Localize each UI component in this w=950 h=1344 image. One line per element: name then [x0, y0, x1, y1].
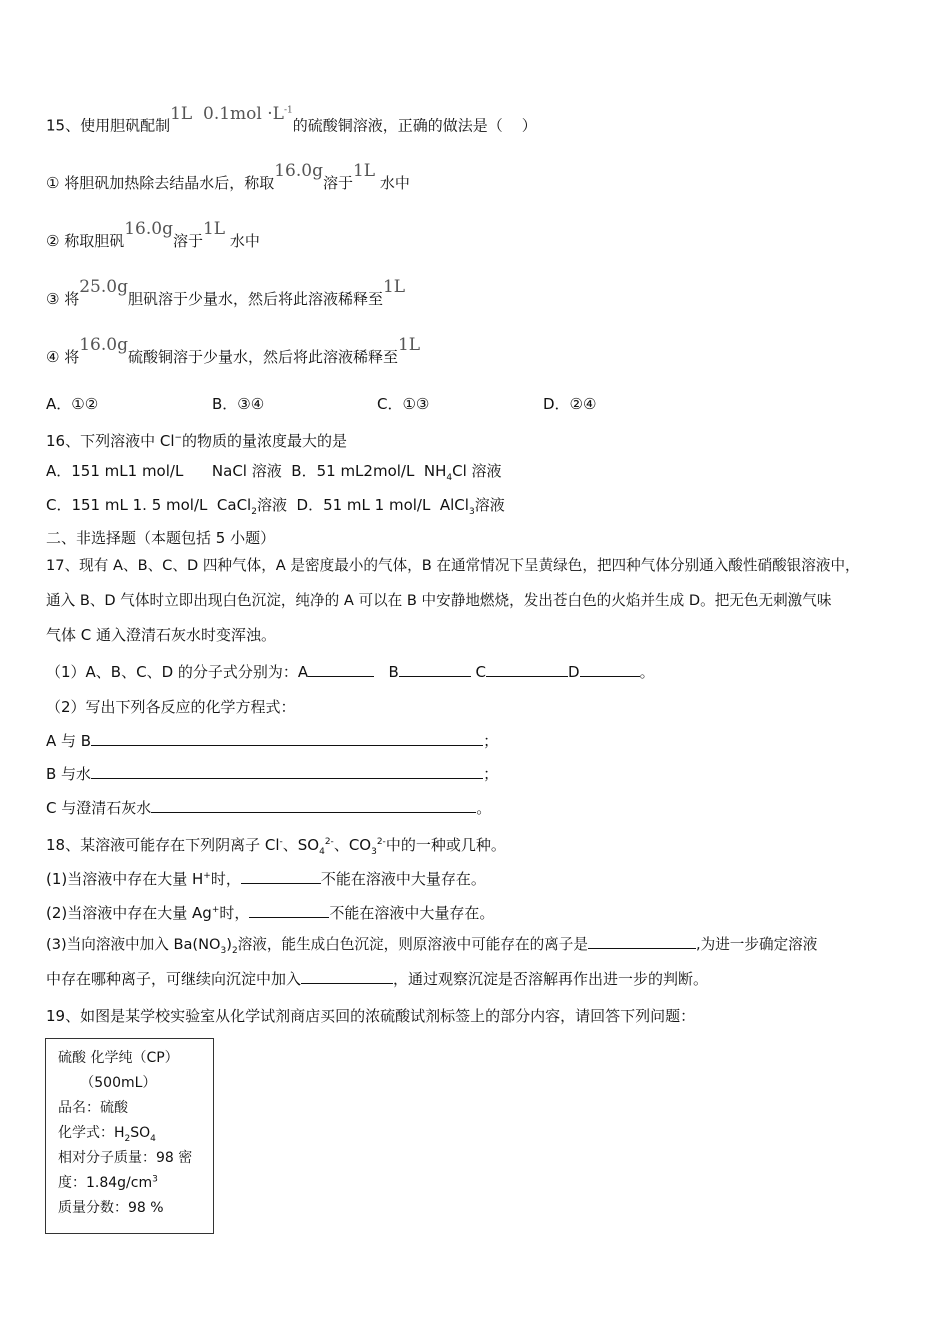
q17-eq-1: A 与 B ； — [46, 732, 499, 750]
reagent-label — [45, 1038, 214, 1234]
q15-text: 15、使用胆矾配制 — [46, 116, 171, 135]
label-line: 相对分子质量：98 密 — [58, 1150, 193, 1166]
q15-text-end: 的硫酸铜溶液，正确的做法是（ ） — [292, 116, 537, 135]
q18-part-3: (3)当向溶液中加入 $Ba(NO_3)_2$溶液，能生成白色沉淀，则原溶液中可能存在的离子是 ,为进一步确定溶液 — [46, 936, 818, 956]
label-line: 质量分数：98 % — [58, 1200, 164, 1216]
q15-formula: 1L $0.1mol \cdot L^{-1}$ — [170, 103, 293, 124]
q17-line-1: 17、现有 A、B、C、D 四种气体，A 是密度最小的气体，B 在通常情况下呈黄绿色，把四种气体分别通入酸性硝酸银溶液中， — [46, 557, 860, 574]
section-heading: 二、非选择题（本题包括 5 小题） — [46, 529, 276, 547]
q18-part-2: (2)当溶液中存在大量 Ag+时， 不能在溶液中大量存在。 — [46, 904, 495, 922]
choice-a: A．①② — [46, 395, 99, 413]
q17-line-2: 通入 B、D 气体时立即出现白色沉淀，纯净的 A 可以在 B 中安静地燃烧，发出苍白色的火焰并生成 D。把无色无刺激气味 — [46, 592, 832, 609]
q18-part-3-cont: 中存在哪种离子，可继续向沉淀中加入 ，通过观察沉淀是否溶解再作出进一步的判断。 — [46, 970, 709, 988]
q15-option-3: ③ 将25.0g胆矾溶于少量水，然后将此溶液稀释至1L — [46, 277, 406, 308]
label-line: 品名：硫酸 — [58, 1100, 128, 1116]
q17-eq-3: C 与澄清石灰水 。 — [46, 799, 492, 817]
question-15-stem — [46, 103, 537, 136]
choice-c: C．①③ — [377, 395, 430, 413]
q18-part-1: (1)当溶液中存在大量 H+时， 不能在溶液中大量存在。 — [46, 870, 486, 888]
label-line: （500mL） — [58, 1075, 157, 1091]
q15-option-4: ④ 将16.0g硫酸铜溶于少量水，然后将此溶液稀释至1L — [46, 335, 421, 366]
q16-options-cd: C．151 mL 1. 5 mol/L CaCl$_2$溶液 D．51 mL 1 mol/L AlCl$_3$溶液 — [46, 496, 505, 517]
q17-line-3: 气体 C 通入澄清石灰水时变浑浊。 — [46, 626, 277, 644]
q16-options-ab: A．151 mL1 mol/L NaCl 溶液 B．51 mL2mol/L $NH_4Cl$ 溶液 — [46, 462, 502, 483]
question-19-stem: 19、如图是某学校实验室从化学试剂商店买回的浓硫酸试剂标签上的部分内容，请回答下列问题： — [46, 1007, 696, 1025]
choice-b: B．③④ — [212, 395, 265, 413]
q15-option-2: ② 称取胆矾16.0g溶于1L 水中 — [46, 219, 260, 250]
label-line: 度：$1.84g/cm^3$ — [58, 1174, 158, 1191]
choice-d: D．②④ — [543, 395, 597, 413]
label-line: 化学式：$H_2SO_4$ — [58, 1125, 156, 1144]
q15-option-1: ① 将胆矾加热除去结晶水后，称取16.0g溶于1L 水中 — [46, 161, 410, 192]
label-line: 硫酸 化学纯（CP） — [58, 1050, 179, 1066]
q17-part-1: （1）A、B、C、D 的分子式分别为：A B C D 。 — [46, 663, 655, 681]
question-16-stem: 16、下列溶液中 Cl−的物质的量浓度最大的是 — [46, 432, 348, 450]
q17-eq-2: B 与水 ； — [46, 765, 499, 783]
q17-part-2: （2）写出下列各反应的化学方程式： — [46, 698, 296, 716]
question-18-stem: 18、某溶液可能存在下列阴离子 Cl-、$SO_4^{2-}$、$CO_3^{2-}$中的一种或几种。 — [46, 836, 506, 857]
